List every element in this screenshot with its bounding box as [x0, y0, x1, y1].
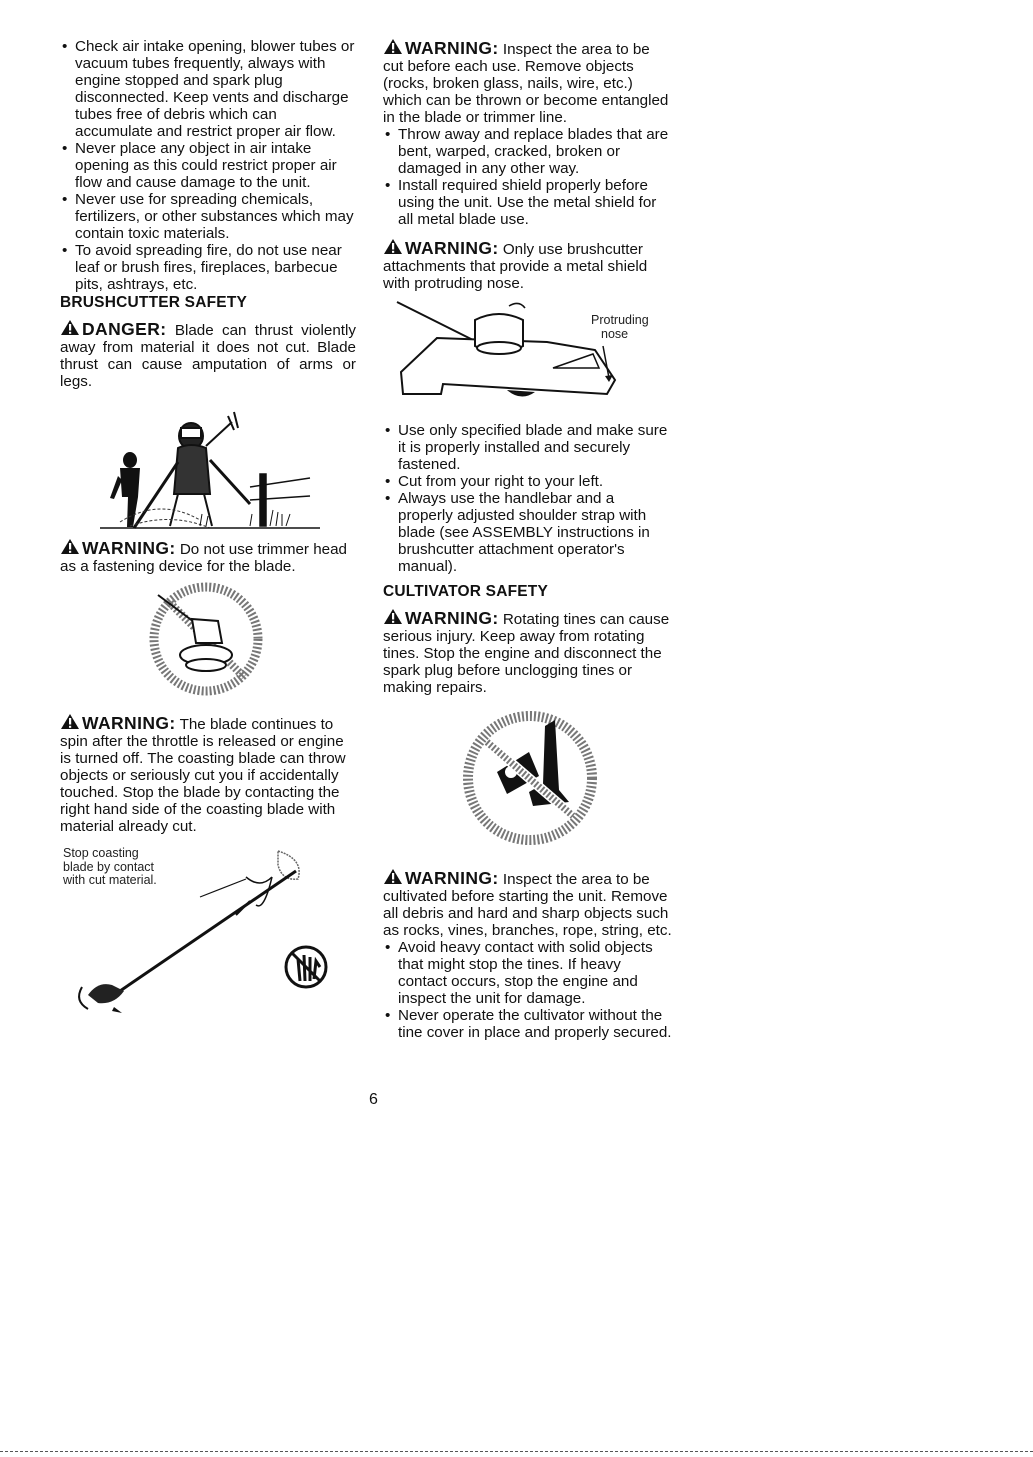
page-edge-divider	[0, 1451, 1033, 1452]
warning-signal-word: WARNING:	[82, 713, 176, 733]
danger-signal-word: DANGER:	[82, 319, 167, 339]
no-trimmer-head-fastening-icon	[60, 581, 356, 701]
air-intake-bullet-list	[60, 38, 356, 293]
cultivator-bullet-list	[383, 939, 673, 1041]
protruding-nose-shield-illustration	[383, 298, 673, 416]
alert-triangle-icon	[383, 238, 403, 255]
list-item: • Avoid heavy contact with solid objects that might stop the tines. If heavy contact occurs, stop the engine and inspect the unit for damage.	[383, 939, 673, 1007]
list-item: • Cut from your right to your left.	[383, 473, 673, 490]
warning-signal-word: WARNING:	[405, 608, 499, 628]
rotating-tines-warning	[383, 608, 673, 696]
list-item: • Never place any object in air intake opening as this could restrict proper air flow and cause damage to the unit.	[60, 140, 356, 191]
list-item: • Always use the handlebar and a properly adjusted shoulder strap with blade (see ASSEMBLY instructions in brushcutter attachment operator's manual).	[383, 490, 673, 575]
danger-text: Blade can thrust violently away from material it does not cut. Blade thrust can cause amputation of arms or legs.	[60, 322, 356, 390]
cultivate-area-warning	[383, 868, 673, 939]
list-item: • Check air intake opening, blower tubes or vacuum tubes frequently, always with engine stopped and spark plug disconnected. Keep vents and discharge tubes free of debris which can accumulate and restrict proper air flow.	[60, 38, 356, 140]
warning-signal-word: WARNING:	[405, 868, 499, 888]
brushcutter-operator-illustration	[60, 402, 356, 530]
warning-signal-word: WARNING:	[82, 538, 176, 558]
protruding-nose-callout: Protruding nose	[591, 313, 649, 341]
inspect-area-warning	[383, 38, 673, 126]
warning-text: Only use brushcutter attachments that provide a metal shield with protruding nose.	[383, 241, 648, 292]
coasting-blade-illustration	[60, 841, 356, 1023]
warning-text: The blade continues to spin after the throttle is released or engine is turned off. The coasting blade can throw objects or seriously cut you if accidentally touched. Stop the blade by contacting the right hand side of the coasting blade with material already cut.	[60, 716, 346, 835]
prohibited-tines-contact-illustration	[383, 706, 673, 856]
list-item: • Install required shield properly before using the unit. Use the metal shield for all metal blade use.	[383, 177, 673, 228]
no-foot-near-tines-icon	[383, 706, 673, 856]
warning-text: Inspect the area to be cultivated before starting the unit. Remove all debris and hard and sharp objects such as rocks, vines, branches, rope, string, etc.	[383, 871, 672, 939]
blade-usage-bullet-list	[383, 422, 673, 575]
blade-bullet-list	[383, 126, 673, 228]
metal-shield-warning	[383, 238, 673, 292]
operator-with-bystander-illustration	[60, 402, 356, 530]
warning-signal-word: WARNING:	[405, 38, 499, 58]
warning-text: Rotating tines can cause serious injury. Keep away from rotating tines. Stop the engine and disconnect the spark plug before unclogging tines or making repairs.	[383, 611, 670, 696]
list-item: • Never operate the cultivator without the tine cover in place and properly secured.	[383, 1007, 673, 1041]
no-hand-contact-icon	[286, 947, 326, 987]
trimmer-head-warning	[60, 538, 356, 575]
left-column	[60, 38, 356, 1023]
prohibited-trimmer-head-illustration	[60, 581, 356, 701]
alert-triangle-icon	[60, 713, 80, 730]
page-number: 6	[369, 1091, 378, 1108]
list-item: • To avoid spreading fire, do not use near leaf or brush fires, fireplaces, barbecue pits, ashtrays, etc.	[60, 242, 356, 293]
list-item: • Use only specified blade and make sure it is properly installed and securely fastened.	[383, 422, 673, 473]
coasting-blade-callout: Stop coasting blade by contact with cut material.	[63, 846, 157, 887]
alert-triangle-icon	[383, 608, 403, 625]
cultivator-safety-heading: CULTIVATOR SAFETY	[383, 583, 548, 600]
alert-triangle-icon	[60, 538, 80, 555]
warning-text: Inspect the area to be cut before each use. Remove objects (rocks, broken glass, nails, wire, etc.) which can be thrown or become entangled in the blade or trimmer line.	[383, 41, 669, 126]
warning-text: Do not use trimmer head as a fastening device for the blade.	[60, 541, 347, 575]
list-item: • Throw away and replace blades that are bent, warped, cracked, broken or damaged in any other way.	[383, 126, 673, 177]
brushcutter-safety-heading: BRUSHCUTTER SAFETY	[60, 294, 248, 311]
alert-triangle-icon	[60, 319, 80, 336]
alert-triangle-icon	[383, 38, 403, 55]
danger-notice	[60, 319, 356, 390]
list-item: • Never use for spreading chemicals, fertilizers, or other substances which may contain toxic materials.	[60, 191, 356, 242]
warning-signal-word: WARNING:	[405, 238, 499, 258]
alert-triangle-icon	[383, 868, 403, 885]
coasting-blade-warning	[60, 713, 356, 835]
right-column	[383, 38, 673, 1041]
